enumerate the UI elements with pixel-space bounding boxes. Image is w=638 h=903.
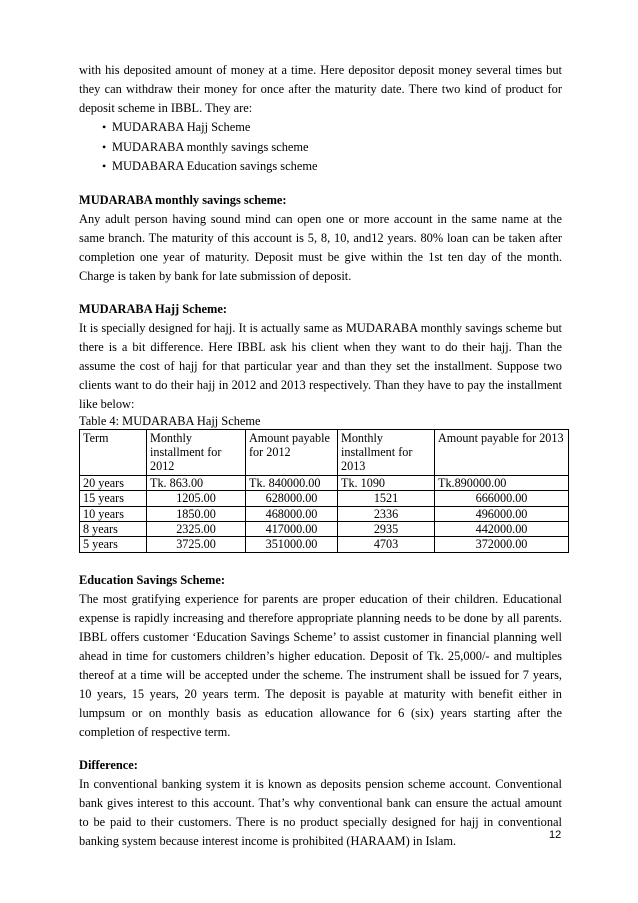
- table-cell: 351000.00: [246, 537, 338, 552]
- table-cell: Tk.890000.00: [435, 475, 569, 490]
- bullet-icon: •: [102, 159, 107, 173]
- section-body: The most gratifying experience for parents are proper education of their children. Educational expense is rapidly increasing and therefore appropriate planning needs to be done by all parents. IBBL offers customer ‘Education Savings Scheme’ to assist customer in financial planning well ahead in time for customers children’s higher education. Deposit of Tk. 25,000/- and multiples thereof at a time will be accepted under the scheme. The instrument shall be issued for 7 years, 10 years, 15 years, 20 years term. The deposit is payable at maturity with benefit either in lumpsum or on monthly basis as education allowance for 6 (six) years starting after the completion of respective term.: [79, 591, 562, 739]
- table-row: [80, 521, 569, 536]
- table-cell: 15 years: [80, 491, 147, 506]
- table-row: [80, 506, 569, 521]
- table-cell: Tk. 863.00: [147, 475, 246, 490]
- table-cell: 417000.00: [246, 521, 338, 536]
- section-body: It is specially designed for hajj. It is actually same as MUDARABA monthly savings scheme but there is a bit difference. Here IBBL ask his client when they want to do their hajj. Than the assume the cost of hajj for that particular year and than they set the installment. Suppose two clients want to do their hajj in 2012 and 2013 respectively. Than they have to pay the installment like below:: [79, 320, 562, 411]
- table-cell: 1205.00: [147, 491, 246, 506]
- table-cell: 1850.00: [147, 506, 246, 521]
- table-cell: 2336: [338, 506, 435, 521]
- table-cell: 8 years: [80, 521, 147, 536]
- column-header: Amount payable for 2013: [435, 429, 569, 475]
- table-cell: Tk. 840000.00: [246, 475, 338, 490]
- intro-paragraph: with his deposited amount of money at a time. Here depositor deposit money several times but they can withdraw their money for once after the maturity date. There two kind of product for deposit scheme in IBBL. They are:: [79, 63, 562, 115]
- table-cell: 4703: [338, 537, 435, 552]
- section-heading: MUDARABA monthly savings scheme:: [79, 192, 287, 207]
- education-scheme-section: [79, 571, 562, 742]
- column-header: Amount payable for 2012: [246, 429, 338, 475]
- column-header: Monthly installment for 2013: [338, 429, 435, 475]
- table-cell: 5 years: [80, 537, 147, 552]
- table-row: [80, 491, 569, 506]
- table-cell: 468000.00: [246, 506, 338, 521]
- column-header: Monthly installment for 2012: [147, 429, 246, 475]
- product-list: [79, 118, 562, 177]
- page-content: [79, 61, 562, 851]
- table-cell: 2935: [338, 521, 435, 536]
- table-header-row: [80, 429, 569, 475]
- hajj-scheme-section: [79, 300, 562, 553]
- table-cell: 20 years: [80, 475, 147, 490]
- list-item: • MUDABARA Education savings scheme: [79, 157, 562, 177]
- list-item: • MUDARABA monthly savings scheme: [79, 138, 562, 158]
- difference-section: [79, 756, 562, 851]
- section-body: Any adult person having sound mind can open one or more account in the same name at the same branch. The maturity of this account is 5, 8, 10, and12 years. 80% loan can be taken after completion one year of maturity. Deposit must be give within the 1st ten day of the month. Charge is taken by bank for late submission of deposit.: [79, 211, 562, 283]
- section-heading: Difference:: [79, 757, 138, 772]
- bullet-icon: •: [102, 139, 107, 154]
- table-caption: Table 4: MUDARABA Hajj Scheme: [79, 413, 261, 428]
- table-cell: 628000.00: [246, 491, 338, 506]
- table-cell: 10 years: [80, 506, 147, 521]
- table-cell: 372000.00: [435, 537, 569, 552]
- hajj-installment-table: [79, 429, 569, 553]
- table-row: [80, 537, 569, 552]
- page-number: 12: [549, 829, 562, 841]
- table-cell: 2325.00: [147, 521, 246, 536]
- table-cell: 666000.00: [435, 491, 569, 506]
- list-item: • MUDARABA Hajj Scheme: [79, 118, 562, 138]
- table-cell: 442000.00: [435, 521, 569, 536]
- section-heading: Education Savings Scheme:: [79, 572, 225, 587]
- table-cell: 1521: [338, 491, 435, 506]
- table-cell: Tk. 1090: [338, 475, 435, 490]
- monthly-savings-section: [79, 191, 562, 286]
- bullet-icon: •: [102, 120, 107, 134]
- table-cell: 496000.00: [435, 506, 569, 521]
- section-body: In conventional banking system it is known as deposits pension scheme account. Conventional bank gives interest to this account. That’s why conventional bank can ensure the actual amount to be paid to their customers. There is no product specially designed for hajj in conventional banking system because interest income is prohibited (HARAAM) in Islam.: [79, 776, 562, 848]
- table-row: [80, 475, 569, 490]
- table-cell: 3725.00: [147, 537, 246, 552]
- column-header: Term: [80, 429, 147, 475]
- section-heading: MUDARABA Hajj Scheme:: [79, 301, 227, 316]
